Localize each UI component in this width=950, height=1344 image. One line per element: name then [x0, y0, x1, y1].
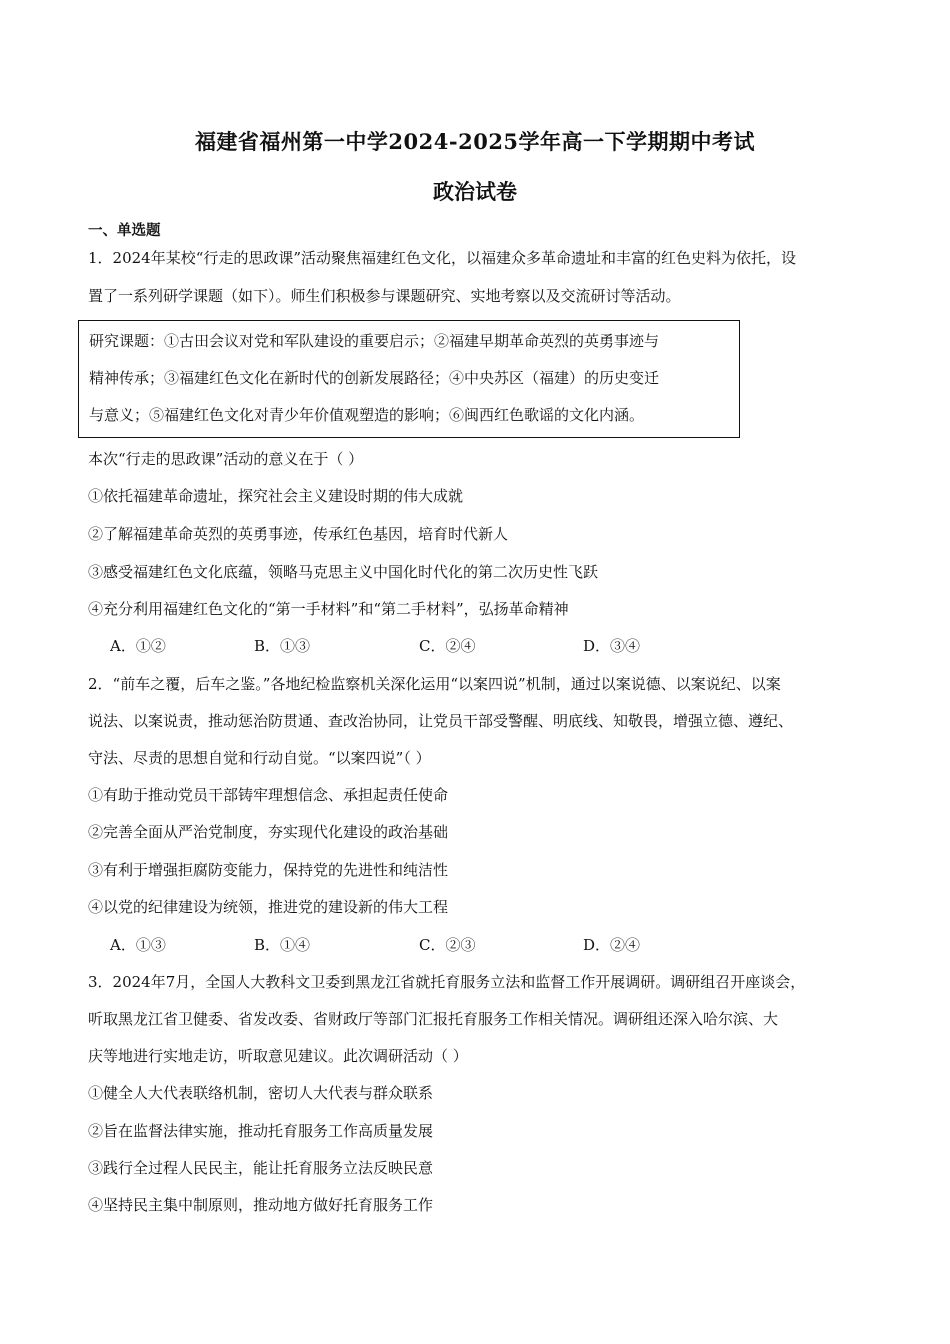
- exam-subtitle: 政治试卷: [433, 179, 517, 204]
- q2-stem-line-2: 说法、以案说责，推动惩治防贯通、查改治协同，让党员干部受警醒、明底线、知敬畏，增强立德、遵纪、: [88, 712, 794, 730]
- q3-item-2: ②旨在监督法律实施，推动托育服务工作高质量发展: [88, 1122, 434, 1140]
- q1-box-line-3: 与意义；⑤福建红色文化对青少年价值观塑造的影响；⑥闽西红色歌谣的文化内涵。: [89, 406, 645, 424]
- q1-box-line-1: 研究课题：①古田会议对党和军队建设的重要启示；②福建早期革命英烈的英勇事迹与: [89, 332, 660, 350]
- q2-item-4: ④以党的纪律建设为统领，推进党的建设新的伟大工程: [88, 898, 449, 916]
- q3-item-4: ④坚持民主集中制原则，推动地方做好托育服务工作: [88, 1196, 434, 1214]
- q1-item-3: ③感受福建红色文化底蕴，领略马克思主义中国化时代化的第二次历史性飞跃: [88, 563, 599, 581]
- q3-stem-line-3: 庆等地进行实地走访，听取意见建议。此次调研活动（ ）: [88, 1047, 468, 1065]
- section-heading: 一、单选题: [88, 222, 161, 239]
- q3-stem-line-1: 3．2024年7月，全国人大教科文卫委到黑龙江省就托育服务立法和监督工作开展调研。调研组召开座谈会，: [88, 973, 806, 991]
- q2-stem-line-1: 2．“前车之覆，后车之鉴。”各地纪检监察机关深化运用“以案四说”机制，通过以案说德、以案说纪、以案: [88, 675, 781, 693]
- exam-title: 福建省福州第一中学2024-2025学年高一下学期期中考试: [194, 129, 756, 154]
- q3-item-3: ③践行全过程人民民主，能让托育服务立法反映民意: [88, 1159, 434, 1177]
- q2-option-b[interactable]: B．①④: [254, 936, 311, 954]
- q1-item-1: ①依托福建革命遗址，探究社会主义建设时期的伟大成就: [88, 487, 464, 505]
- q2-item-3: ③有利于增强拒腐防变能力，保持党的先进性和纯洁性: [88, 861, 449, 879]
- q2-option-a[interactable]: A．①③: [110, 936, 166, 954]
- q1-stem-line-2: 置了一系列研学课题（如下）。师生们积极参与课题研究、实地考察以及交流研讨等活动。: [88, 287, 681, 305]
- q2-option-d[interactable]: D．②④: [583, 936, 641, 954]
- q1-option-a[interactable]: A．①②: [110, 637, 166, 655]
- q3-stem-line-2: 听取黑龙江省卫健委、省发改委、省财政厅等部门汇报托育服务工作相关情况。调研组还深入哈尔滨、大: [88, 1010, 779, 1028]
- q1-stem-line-1: 1．2024年某校“行走的思政课”活动聚焦福建红色文化，以福建众多革命遗址和丰富的红色史料为依托，设: [88, 249, 797, 267]
- q2-stem-line-3: 守法、尽责的思想自觉和行动自觉。“以案四说”（ ）: [88, 749, 431, 767]
- q1-option-d[interactable]: D．③④: [583, 637, 641, 655]
- q2-item-1: ①有助于推动党员干部铸牢理想信念、承担起责任使命: [88, 786, 449, 804]
- q1-research-topics-box: [78, 320, 740, 438]
- q1-question: 本次“行走的思政课”活动的意义在于（ ）: [88, 450, 364, 468]
- q1-item-4: ④充分利用福建红色文化的“第一手材料”和“第二手材料”，弘扬革命精神: [88, 600, 569, 618]
- q2-item-2: ②完善全面从严治党制度，夯实现代化建设的政治基础: [88, 823, 449, 841]
- q3-item-1: ①健全人大代表联络机制，密切人大代表与群众联系: [88, 1084, 434, 1102]
- q1-option-c[interactable]: C．②④: [419, 637, 476, 655]
- q1-item-2: ②了解福建革命英烈的英勇事迹，传承红色基因，培育时代新人: [88, 525, 509, 543]
- q1-box-line-2: 精神传承；③福建红色文化在新时代的创新发展路径；④中央苏区（福建）的历史变迁: [89, 369, 660, 387]
- q1-option-b[interactable]: B．①③: [254, 637, 311, 655]
- q2-option-c[interactable]: C．②③: [419, 936, 476, 954]
